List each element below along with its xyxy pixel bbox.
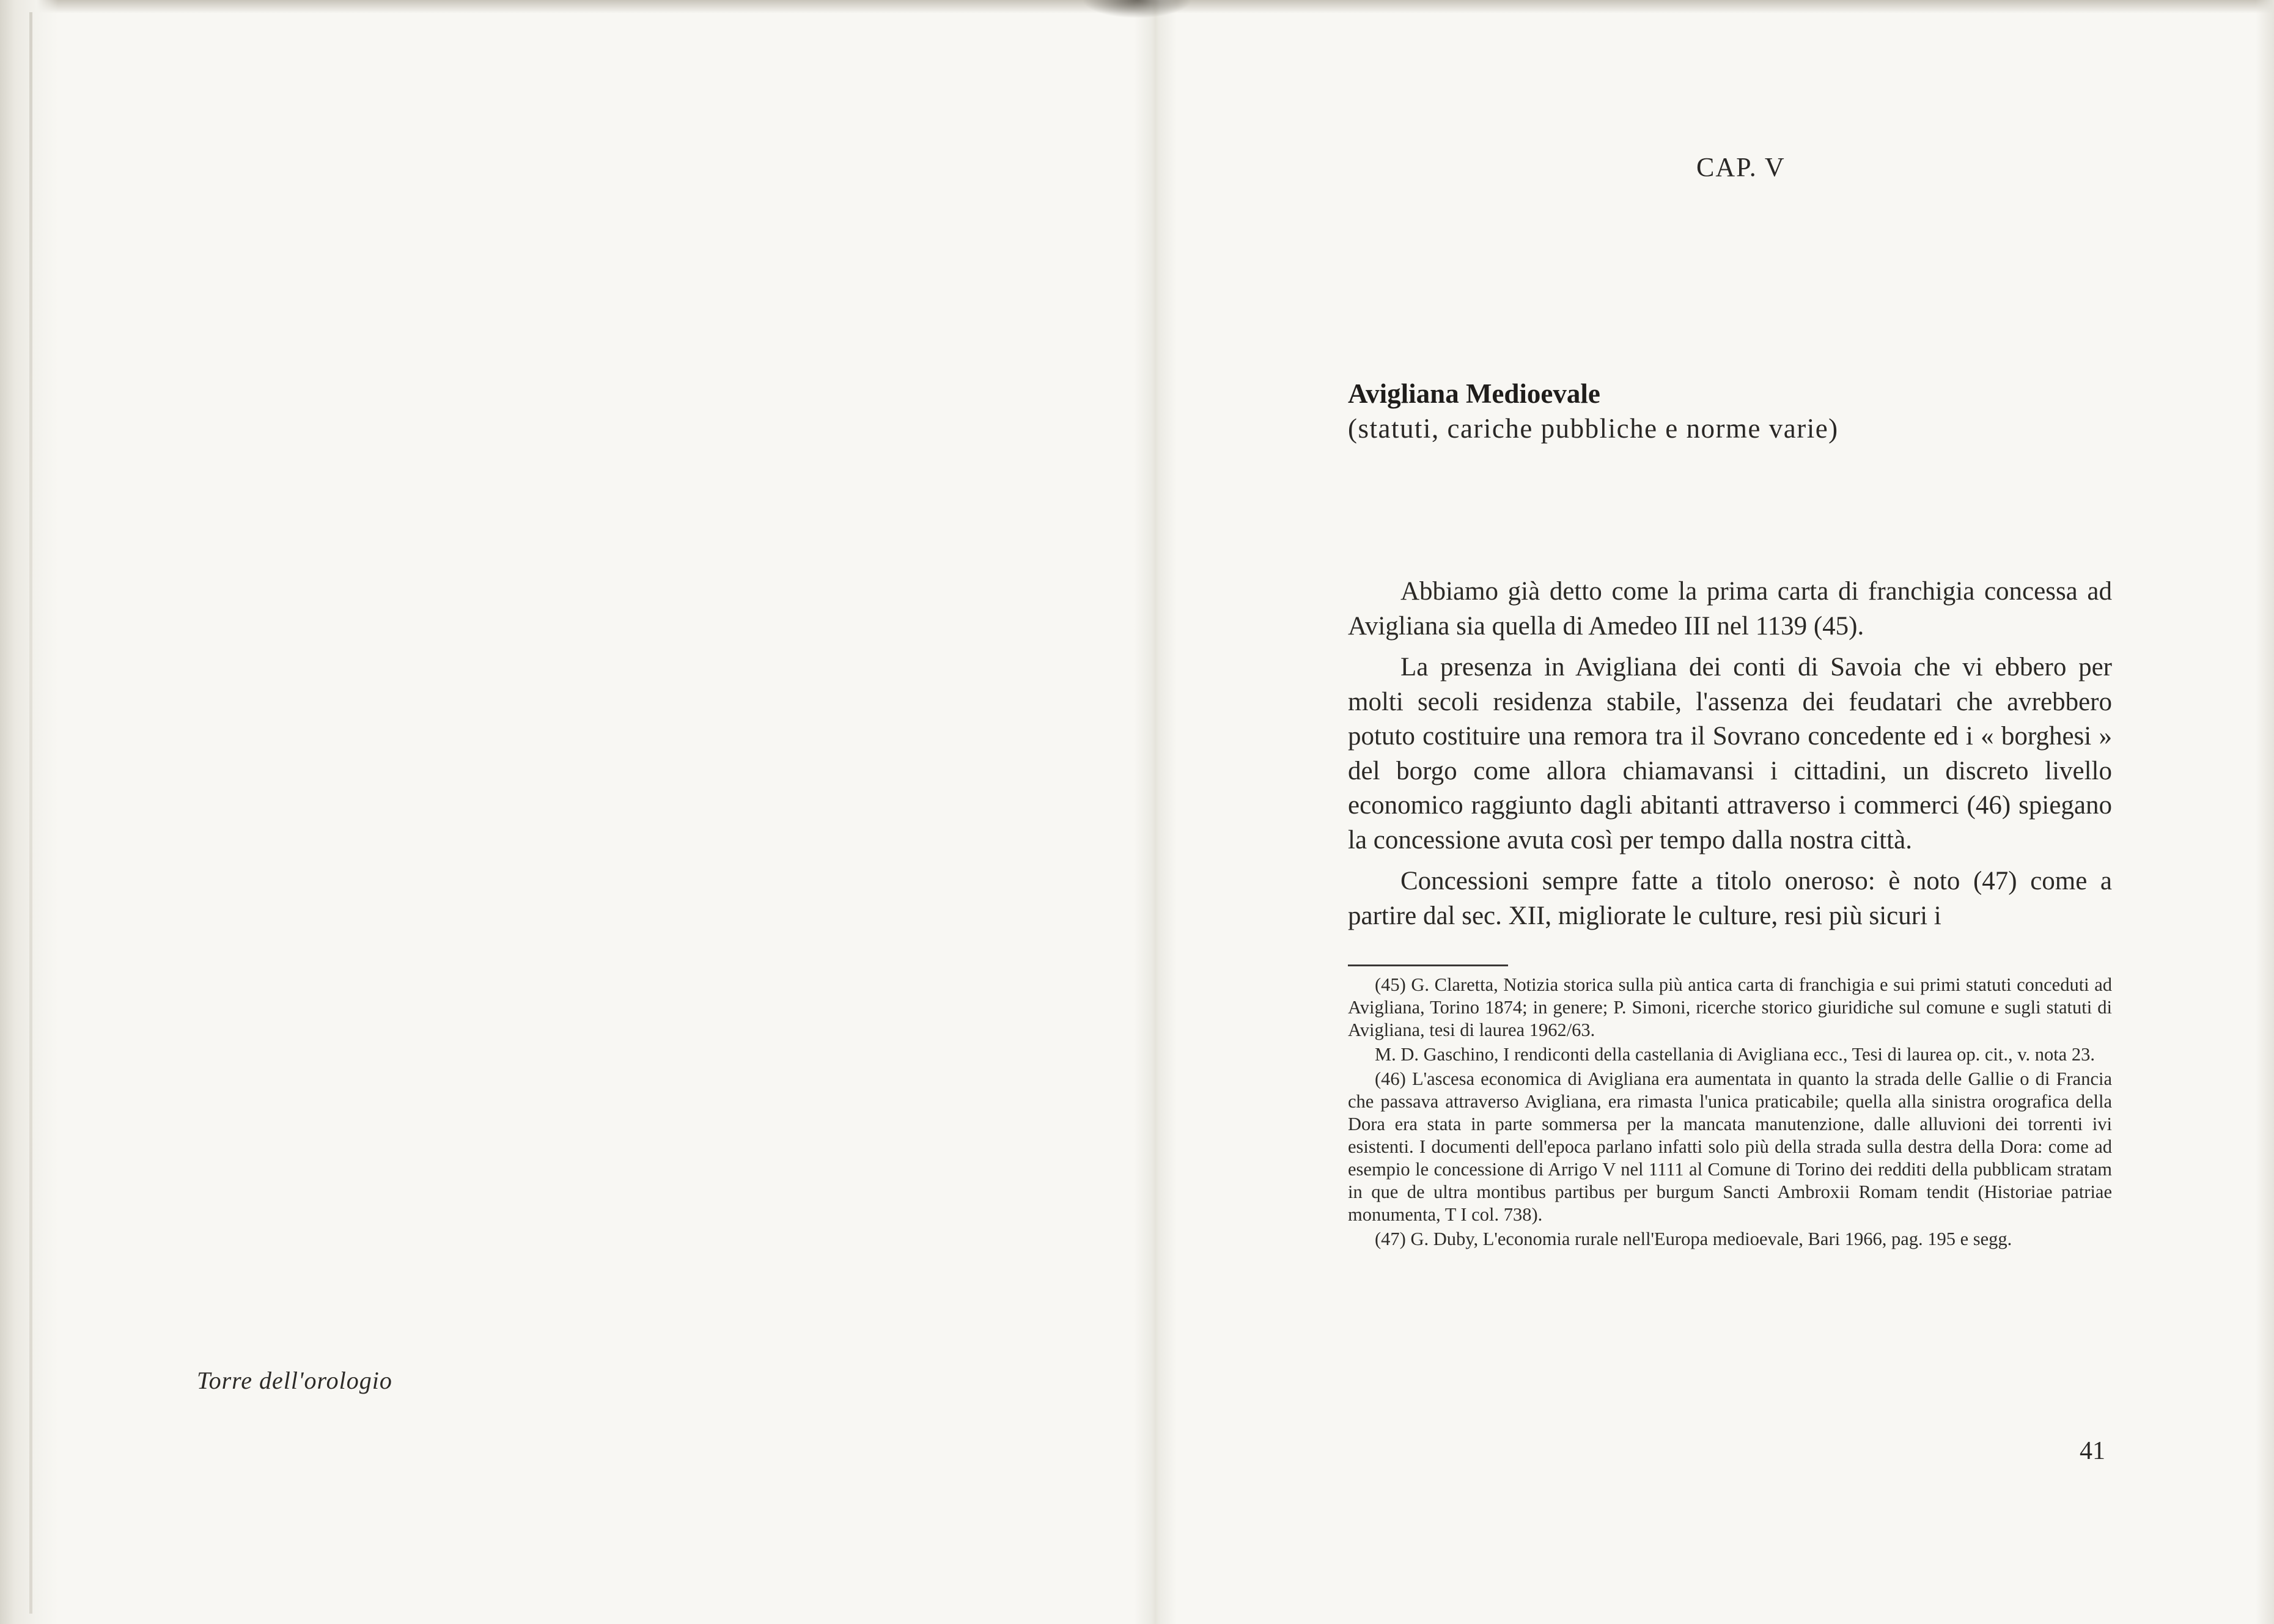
footnote: M. D. Gaschino, I rendiconti della castellania di Avigliana ecc., Tesi di laurea op. cit., v. nota 23.: [1375, 1044, 2095, 1065]
right-page-edge: [2256, 0, 2274, 1624]
paragraph: La presenza in Avigliana dei conti di Savoia che vi ebbero per molti secoli residenza stabile, l'assenza dei feudatari che avrebbero potuto costituire una remora tra il Sovrano concedente ed i « borghesi » del borgo come allora chiamavansi i cittadini, un discreto livello economico raggiunto dagli abitanti attraverso i commerci (46) spiegano la concessione avuta così per tempo dalla nostra città.: [1348, 653, 2112, 854]
photo-caption: Torre dell'orologio: [197, 1367, 392, 1394]
gutter-top-shadow: [1082, 0, 1192, 18]
paragraph: Abbiamo già detto come la prima carta di franchigia concessa ad Avigliana sia quella di Amedeo III nel 1139 (45).: [1348, 577, 2112, 641]
footnote-divider: [1348, 964, 1508, 966]
center-gutter: [1134, 0, 1177, 1624]
footnote: (47) G. Duby, L'economia rurale nell'Europa medioevale, Bari 1966, pag. 195 e segg.: [1375, 1229, 2012, 1249]
footnotes: [1348, 974, 2112, 1252]
page-number: 41: [2080, 1437, 2105, 1465]
left-page-edge-line: [29, 12, 32, 1614]
body-text: [1348, 575, 2112, 940]
footnote: (46) L'ascesa economica di Avigliana era aumentata in quanto la strada delle Gallie o di Francia che passava attraverso Avigliana, era rimasta l'unica praticabile; quella alla sinistra orografica della Dora era stata in parte sommersa per la mancata manutenzione, dalle alluvioni dei torrenti ivi esistenti. I documenti dell'epoca parlano infatti solo più della strada sulla destra della Dora: come ad esempio le concessione di Arrigo V nel 1111 al Comune di Torino dei redditi della pubblicam stratam in que de ultra montibus partibus per burgum Sancti Ambroxii Romam tendit (Historiae patriae monumenta, T I col. 738).: [1348, 1068, 2112, 1225]
section-subtitle: (statuti, cariche pubbliche e norme varie): [1348, 413, 1839, 444]
chapter-heading: CAP. V: [1696, 152, 1786, 182]
paragraph: Concessioni sempre fatte a titolo oneroso: è noto (47) come a partire dal sec. XII, migliorate le culture, resi più sicuri i: [1348, 867, 2112, 930]
footnote: (45) G. Claretta, Notizia storica sulla più antica carta di franchigia e sui primi statuti conceduti ad Avigliana, Torino 1874; in genere; P. Simoni, ricerche storico giuridiche sul comune e sugli statuti di Avigliana, tesi di laurea 1962/63.: [1348, 974, 2112, 1040]
section-title: Avigliana Medioevale: [1348, 378, 1600, 409]
